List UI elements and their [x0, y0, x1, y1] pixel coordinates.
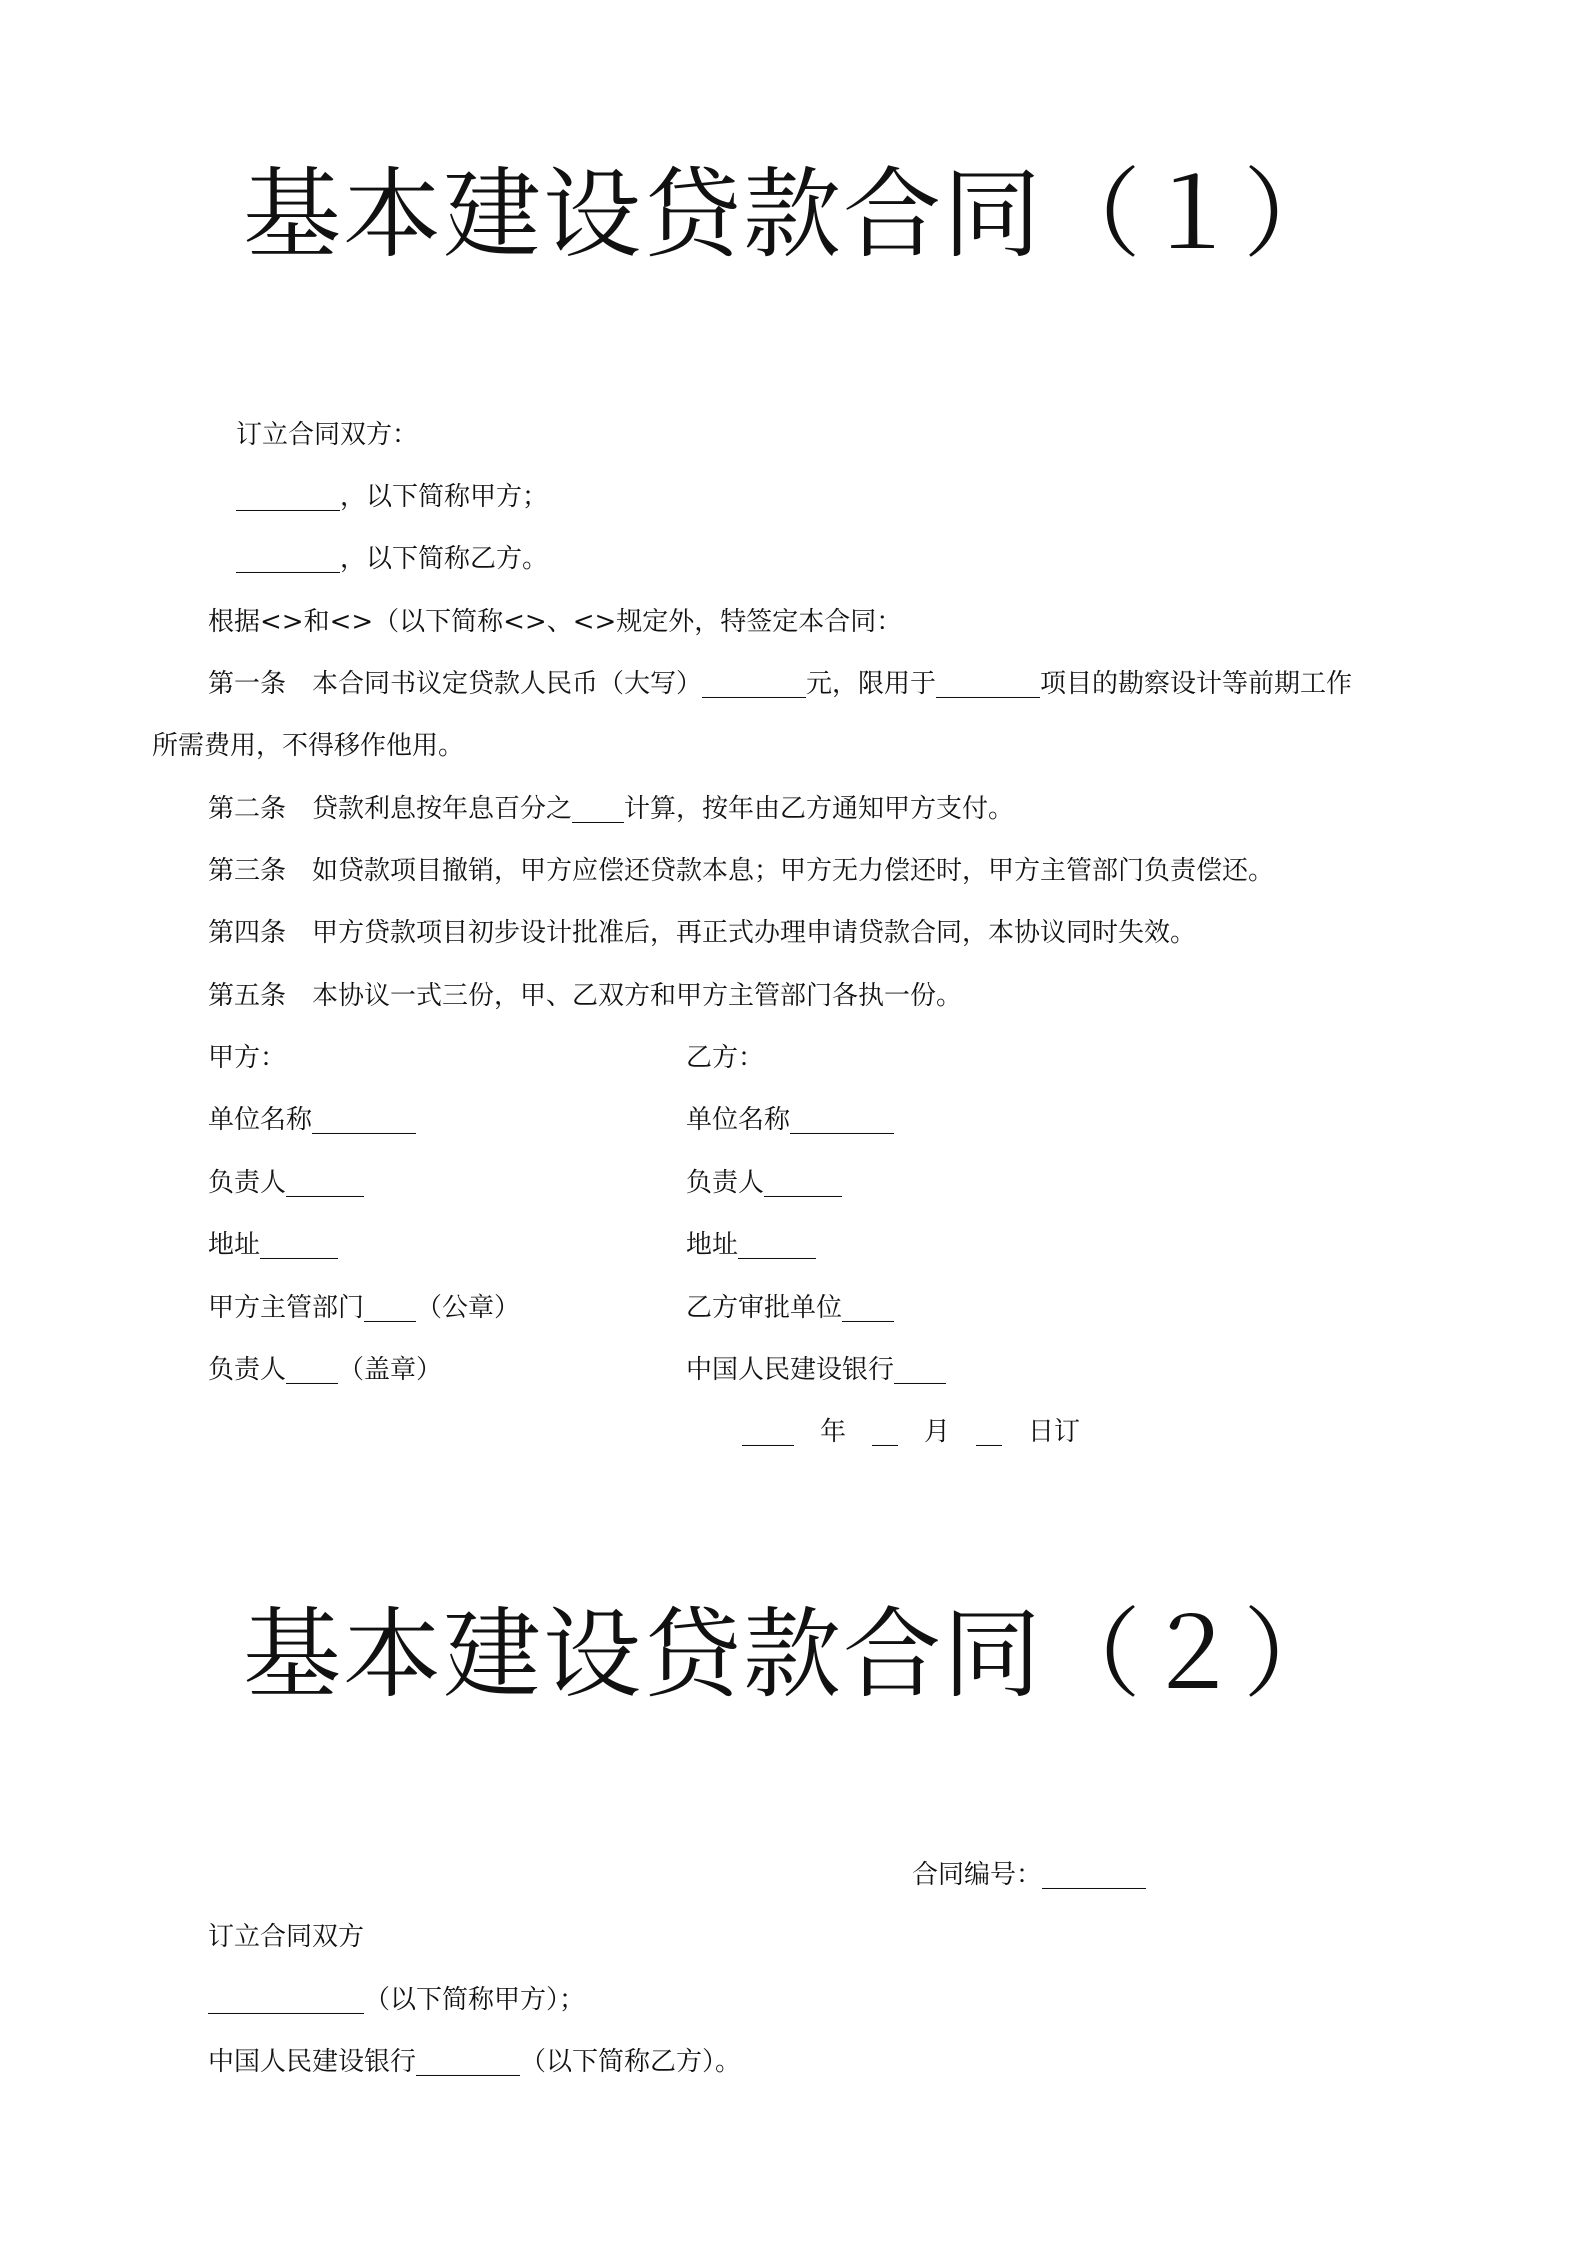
contract2-party-b: 中国人民建设银行________（以下简称乙方）。	[208, 2047, 742, 2077]
contract2-party-a: ____________（以下简称甲方）；	[208, 1985, 586, 2015]
contract1-article2: 第二条 贷款利息按年息百分之____计算，按年由乙方通知甲方支付。	[208, 794, 1015, 824]
contract1-article4: 第四条 甲方贷款项目初步设计批准后，再正式办理申请贷款合同，本协议同时失效。	[208, 918, 1197, 948]
sign-b-approver: 乙方审批单位____	[686, 1293, 895, 1323]
contract1-article1-line2: 所需费用，不得移作他用。	[152, 731, 465, 761]
contract1-party-b: ________，以下简称乙方。	[236, 544, 549, 574]
sign-a-heading: 甲方：	[208, 1043, 287, 1073]
sign-b-heading: 乙方：	[686, 1043, 765, 1073]
contract1-title: 基本建设贷款合同（１）	[242, 158, 1343, 272]
contract2-number: 合同编号：________	[912, 1860, 1147, 1890]
contract1-date: ____ 年 __ 月 __ 日订	[742, 1417, 1081, 1447]
sign-a-dept: 甲方主管部门____（公章）	[208, 1293, 521, 1323]
contract1-article1-line1: 第一条 本合同书议定贷款人民币（大写）________元，限用于________项目的勘察设计等前期工作	[208, 669, 1353, 699]
contract1-basis: 根据<>和<>（以下简称<>、<>规定外，特签定本合同：	[208, 607, 903, 637]
contract1-article3: 第三条 如贷款项目撤销，甲方应偿还贷款本息；甲方无力偿还时，甲方主管部门负责偿还。	[208, 856, 1275, 886]
contract2-parties-heading: 订立合同双方	[208, 1922, 365, 1952]
contract1-parties-heading: 订立合同双方：	[236, 420, 419, 450]
contract1-party-a: ________，以下简称甲方；	[236, 482, 549, 512]
sign-b-unit: 单位名称________	[686, 1105, 895, 1135]
sign-a-unit: 单位名称________	[208, 1105, 417, 1135]
sign-a-dept-person: 负责人____（盖章）	[208, 1355, 443, 1385]
contract1-article5: 第五条 本协议一式三份，甲、乙双方和甲方主管部门各执一份。	[208, 981, 963, 1011]
sign-b-bank: 中国人民建设银行____	[686, 1355, 947, 1385]
contract2-title: 基本建设贷款合同（２）	[242, 1598, 1343, 1712]
sign-b-person: 负责人______	[686, 1168, 843, 1198]
sign-a-address: 地址______	[208, 1230, 339, 1260]
sign-b-address: 地址______	[686, 1230, 817, 1260]
sign-a-person: 负责人______	[208, 1168, 365, 1198]
